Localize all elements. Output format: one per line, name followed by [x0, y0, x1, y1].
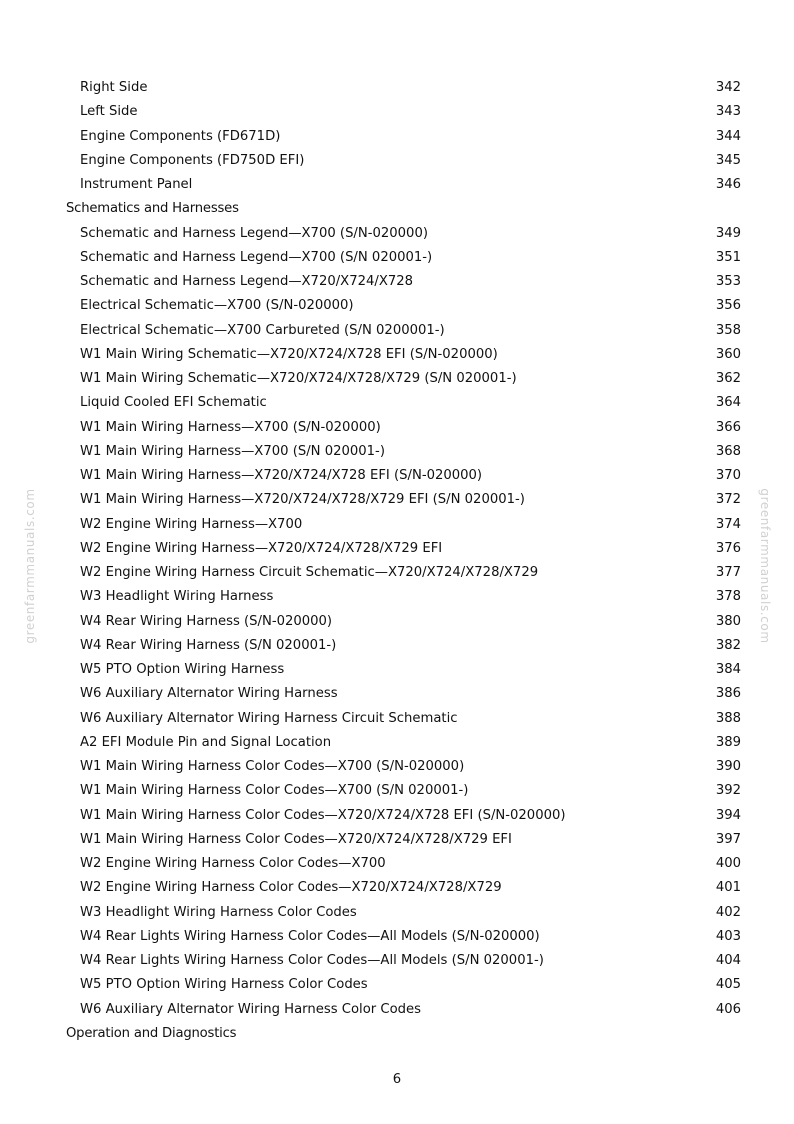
entry-page-number: 397: [715, 831, 741, 847]
entry-page-number: 386: [715, 686, 741, 702]
entry-title: W1 Main Wiring Harness—X720/X724/X728 EFI (S/N-020000): [80, 468, 483, 483]
toc-entry[interactable]: [0, 828, 794, 852]
entry-title: W6 Auxiliary Alternator Wiring Harness Color Codes: [80, 1001, 422, 1017]
entry-title: W3 Headlight Wiring Harness: [80, 589, 274, 605]
entry-page-number: 351: [715, 249, 741, 265]
toc-entry[interactable]: [0, 125, 794, 149]
entry-title: Liquid Cooled EFI Schematic: [80, 395, 267, 411]
entry-title: W2 Engine Wiring Harness—X720/X724/X728/X729 EFI: [80, 540, 443, 556]
toc-entry[interactable]: [0, 440, 794, 464]
section-title: Schematics and Harnesses: [66, 201, 239, 217]
toc-entry[interactable]: [0, 513, 794, 537]
entry-title: W1 Main Wiring Schematic—X720/X724/X728 EFI (S/N-020000): [80, 346, 498, 362]
entry-title: W5 PTO Option Wiring Harness: [80, 662, 285, 677]
toc-entry[interactable]: [0, 804, 794, 828]
toc-entry[interactable]: [0, 488, 794, 512]
toc-entry[interactable]: [0, 755, 794, 779]
toc-entry[interactable]: [0, 925, 794, 949]
toc-entry[interactable]: [0, 464, 794, 488]
entry-page-number: 388: [715, 710, 741, 726]
entry-title: W4 Rear Wiring Harness (S/N 020001-): [80, 637, 337, 653]
entry-page-number: 406: [715, 1001, 741, 1017]
entry-page-number: 382: [715, 637, 741, 653]
toc-entry[interactable]: [0, 173, 794, 197]
toc-entry[interactable]: [0, 998, 794, 1022]
toc-entry[interactable]: [0, 731, 794, 755]
entry-title: W2 Engine Wiring Harness Color Codes—X720/X724/X728/X729: [80, 880, 502, 896]
toc-entry[interactable]: [0, 682, 794, 706]
toc-entry[interactable]: [0, 246, 794, 270]
toc-entry[interactable]: [0, 367, 794, 391]
entry-title: Left Side: [80, 104, 138, 120]
toc-entry[interactable]: [0, 319, 794, 343]
entry-page-number: 402: [715, 904, 741, 920]
entry-page-number: 400: [715, 856, 741, 871]
entry-title: W4 Rear Lights Wiring Harness Color Codes—All Models (S/N-020000): [80, 928, 540, 944]
entry-title: W6 Auxiliary Alternator Wiring Harness: [80, 686, 338, 702]
toc-entry[interactable]: [0, 391, 794, 415]
toc-entry[interactable]: [0, 585, 794, 609]
toc-entry[interactable]: [0, 852, 794, 876]
entry-page-number: 366: [715, 419, 741, 435]
entry-title: Schematic and Harness Legend—X700 (S/N 020001-): [80, 249, 433, 265]
toc-entry[interactable]: [0, 610, 794, 634]
entry-page-number: 384: [715, 662, 741, 677]
entry-title: W1 Main Wiring Harness Color Codes—X720/X724/X728 EFI (S/N-020000): [80, 807, 566, 823]
entry-page-number: 368: [715, 443, 741, 459]
table-of-contents: [0, 76, 794, 1046]
entry-title: W6 Auxiliary Alternator Wiring Harness Circuit Schematic: [80, 710, 458, 726]
entry-title: W2 Engine Wiring Harness—X700: [80, 516, 303, 532]
entry-title: Electrical Schematic—X700 Carbureted (S/N 0200001-): [80, 322, 445, 338]
toc-entry[interactable]: [0, 707, 794, 731]
entry-title: Instrument Panel: [80, 177, 193, 192]
entry-title: W1 Main Wiring Harness Color Codes—X720/X724/X728/X729 EFI: [80, 831, 512, 847]
entry-page-number: 356: [715, 298, 741, 314]
toc-entry[interactable]: [0, 270, 794, 294]
toc-entry[interactable]: [0, 876, 794, 900]
entry-title: W1 Main Wiring Harness—X720/X724/X728/X729 EFI (S/N 020001-): [80, 492, 525, 508]
entry-title: W3 Headlight Wiring Harness Color Codes: [80, 904, 357, 920]
watermark-left: greenfarmmanuals.com: [23, 488, 37, 644]
entry-title: W4 Rear Wiring Harness (S/N-020000): [80, 613, 333, 629]
entry-title: Electrical Schematic—X700 (S/N-020000): [80, 298, 354, 314]
entry-title: W1 Main Wiring Harness Color Codes—X700 (S/N-020000): [80, 759, 465, 774]
entry-title: Schematic and Harness Legend—X700 (S/N-020000): [80, 225, 428, 241]
entry-title: Schematic and Harness Legend—X720/X724/X728: [80, 274, 414, 289]
entry-page-number: 346: [715, 177, 741, 192]
entry-page-number: 374: [715, 516, 741, 532]
entry-page-number: 362: [715, 371, 741, 386]
toc-entry[interactable]: [0, 149, 794, 173]
watermark-right: greenfarmmanuals.com: [758, 488, 772, 644]
toc-entry[interactable]: [0, 949, 794, 973]
entry-page-number: 358: [715, 322, 741, 338]
toc-entry[interactable]: [0, 901, 794, 925]
toc-entry[interactable]: [0, 973, 794, 997]
entry-title: W2 Engine Wiring Harness Circuit Schematic—X720/X724/X728/X729: [80, 565, 539, 580]
entry-page-number: 377: [715, 565, 741, 580]
entry-title: W1 Main Wiring Harness Color Codes—X700 (S/N 020001-): [80, 783, 469, 799]
toc-entry[interactable]: [0, 634, 794, 658]
toc-entry[interactable]: [0, 779, 794, 803]
entry-title: Engine Components (FD750D EFI): [80, 152, 305, 168]
toc-entry[interactable]: [0, 100, 794, 124]
entry-page-number: 405: [715, 977, 741, 993]
entry-title: Engine Components (FD671D): [80, 128, 281, 144]
entry-page-number: 349: [715, 225, 741, 241]
toc-entry[interactable]: [0, 416, 794, 440]
entry-page-number: 353: [715, 274, 741, 289]
entry-title: W1 Main Wiring Harness—X700 (S/N-020000): [80, 419, 381, 435]
entry-page-number: 370: [715, 468, 741, 483]
entry-page-number: 404: [715, 953, 741, 968]
entry-page-number: 372: [715, 492, 741, 508]
entry-page-number: 342: [715, 80, 741, 95]
toc-entry[interactable]: [0, 222, 794, 246]
page-number: 6: [392, 1072, 402, 1087]
entry-title: W4 Rear Lights Wiring Harness Color Codes—All Models (S/N 020001-): [80, 953, 544, 968]
entry-page-number: 380: [715, 613, 741, 629]
entry-page-number: 345: [715, 152, 741, 168]
toc-entry[interactable]: [0, 561, 794, 585]
section-title: Operation and Diagnostics: [66, 1025, 237, 1041]
toc-section-heading: [0, 1022, 794, 1046]
entry-page-number: 360: [715, 346, 741, 362]
entry-title: W5 PTO Option Wiring Harness Color Codes: [80, 977, 368, 993]
toc-entry[interactable]: [0, 343, 794, 367]
toc-entry[interactable]: [0, 76, 794, 100]
entry-page-number: 401: [715, 880, 741, 896]
entry-title: W1 Main Wiring Schematic—X720/X724/X728/X729 (S/N 020001-): [80, 371, 517, 386]
entry-title: W1 Main Wiring Harness—X700 (S/N 020001-): [80, 443, 385, 459]
entry-title: Right Side: [80, 80, 148, 95]
entry-page-number: 389: [715, 734, 741, 750]
entry-page-number: 390: [715, 759, 741, 774]
entry-page-number: 378: [715, 589, 741, 605]
entry-title: W2 Engine Wiring Harness Color Codes—X700: [80, 856, 386, 871]
entry-page-number: 392: [715, 783, 741, 799]
entry-page-number: 344: [715, 128, 741, 144]
entry-page-number: 364: [715, 395, 741, 411]
entry-page-number: 343: [715, 104, 741, 120]
toc-entry[interactable]: [0, 658, 794, 682]
toc-entry[interactable]: [0, 537, 794, 561]
entry-page-number: 394: [715, 807, 741, 823]
entry-title: A2 EFI Module Pin and Signal Location: [80, 734, 332, 750]
entry-page-number: 403: [715, 928, 741, 944]
toc-entry[interactable]: [0, 294, 794, 318]
entry-page-number: 376: [715, 540, 741, 556]
toc-section-heading: [0, 197, 794, 221]
